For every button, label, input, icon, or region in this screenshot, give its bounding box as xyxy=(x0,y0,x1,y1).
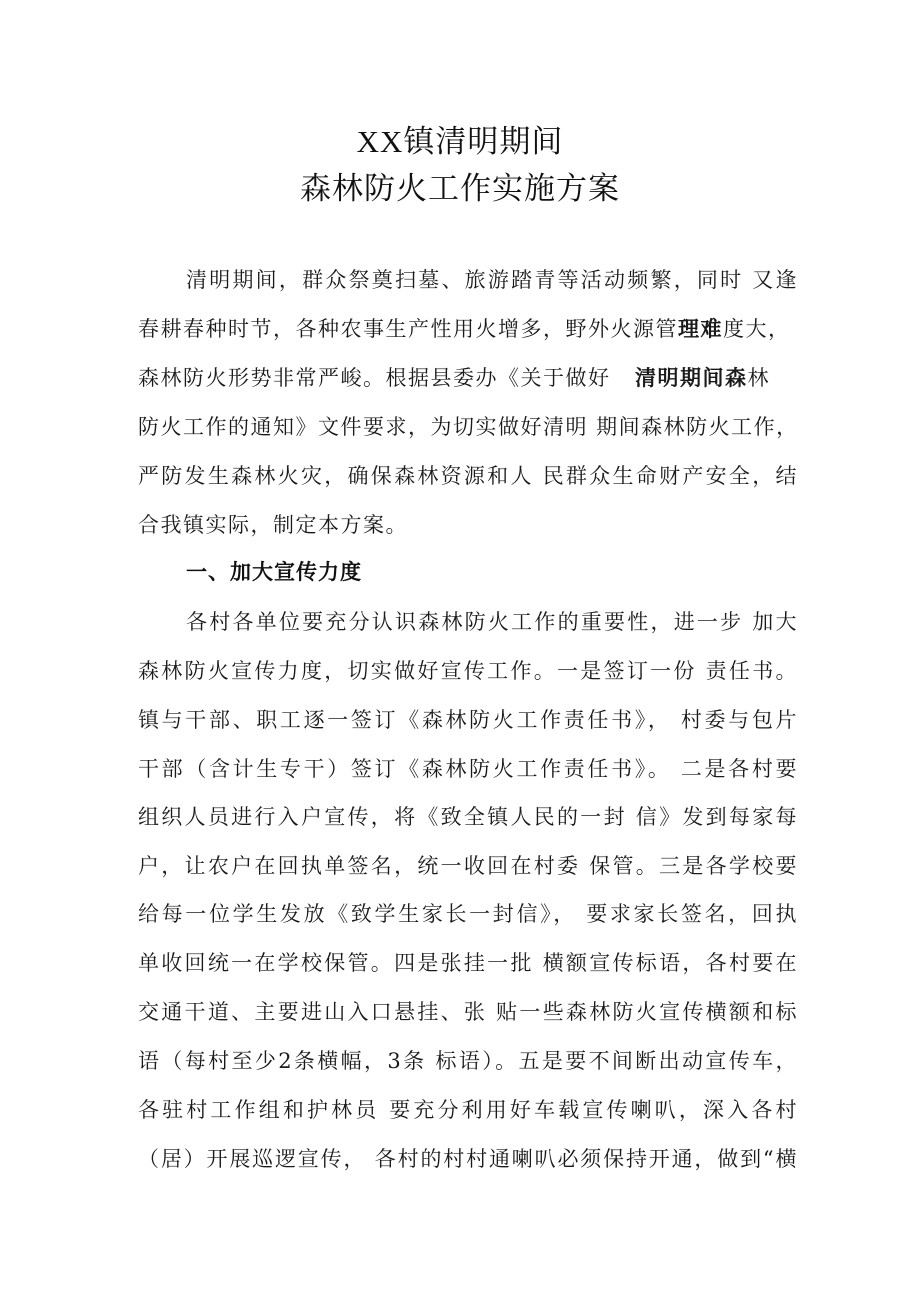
section-1-line-12: （居）开展巡逻宣传， 各村的村村通喇叭必须保持开通，做到“横 xyxy=(138,1147,798,1171)
section-1-line-7: 给每一位学生发放《致学生家长一封信》， 要求家长签名，回执 xyxy=(138,902,798,926)
section-1-heading: 一、加大宣传力度 xyxy=(186,560,362,584)
intro-line-2-text: 春耕春种时节，各种农事生产性用火增多，野外火源管 xyxy=(138,317,678,341)
section-1-line-3: 镇与干部、职工逐一签订《森林防火工作责任书》， 村委与包片 xyxy=(138,708,798,732)
title-line-2: 森林防火工作实施方案 xyxy=(300,171,620,206)
section-1-line-6: 户，让农户在回执单签名，统一收回在村委 保管。三是各学校要 xyxy=(138,854,798,878)
section-1-line-10: 语（每村至少2条横幅，3条 标语）。五是要不间断出动宣传车， xyxy=(138,1049,798,1073)
intro-line-3-bold: 清明期间森 xyxy=(635,366,748,390)
intro-line-3 xyxy=(138,362,798,392)
section-1-line-4: 干部（含计生专干）签订《森林防火工作责任书》。 二是各村要 xyxy=(138,757,798,781)
intro-line-3-text: 森林防火形势非常严峻。根据县委办《关于做好 xyxy=(138,366,611,390)
section-1-line-8: 单收回统一在学校保管。四是张挂一批 横额宣传标语，各村要在 xyxy=(138,951,798,975)
intro-line-5: 严防发生森林火灾，确保森林资源和人 民群众生命财产安全，结 xyxy=(138,464,798,488)
section-1-line-9: 交通干道、主要进山入口悬挂、张 贴一些森林防火宣传横额和标 xyxy=(138,1000,798,1024)
intro-line-3-tail: 林 xyxy=(747,366,771,390)
intro-line-2-bold: 理难 xyxy=(678,317,723,341)
title-line-1: XX镇清明期间 xyxy=(356,124,564,159)
section-1-line-11: 各驻村工作组和护林员 要充分利用好车载宣传喇叭，深入各村 xyxy=(138,1098,798,1122)
intro-line-4: 防火工作的通知》文件要求，为切实做好清明 期间森林防火工作， xyxy=(138,415,799,439)
intro-line-2 xyxy=(138,313,798,343)
section-1-line-2: 森林防火宣传力度，切实做好宣传工作。一是签订一份 责任书。 xyxy=(138,659,798,683)
intro-line-1: 清明期间，群众祭奠扫墓、旅游踏青等活动频繁，同时 又逢 xyxy=(186,268,798,292)
intro-line-2-tail: 度大， xyxy=(723,317,791,341)
section-1-line-1: 各村各单位要充分认识森林防火工作的重要性，进一步 加大 xyxy=(186,610,798,634)
section-1-line-5: 组织人员进行入户宣传，将《致全镇人民的一封 信》发到每家每 xyxy=(138,805,798,829)
intro-line-6: 合我镇实际，制定本方案。 xyxy=(138,513,408,537)
